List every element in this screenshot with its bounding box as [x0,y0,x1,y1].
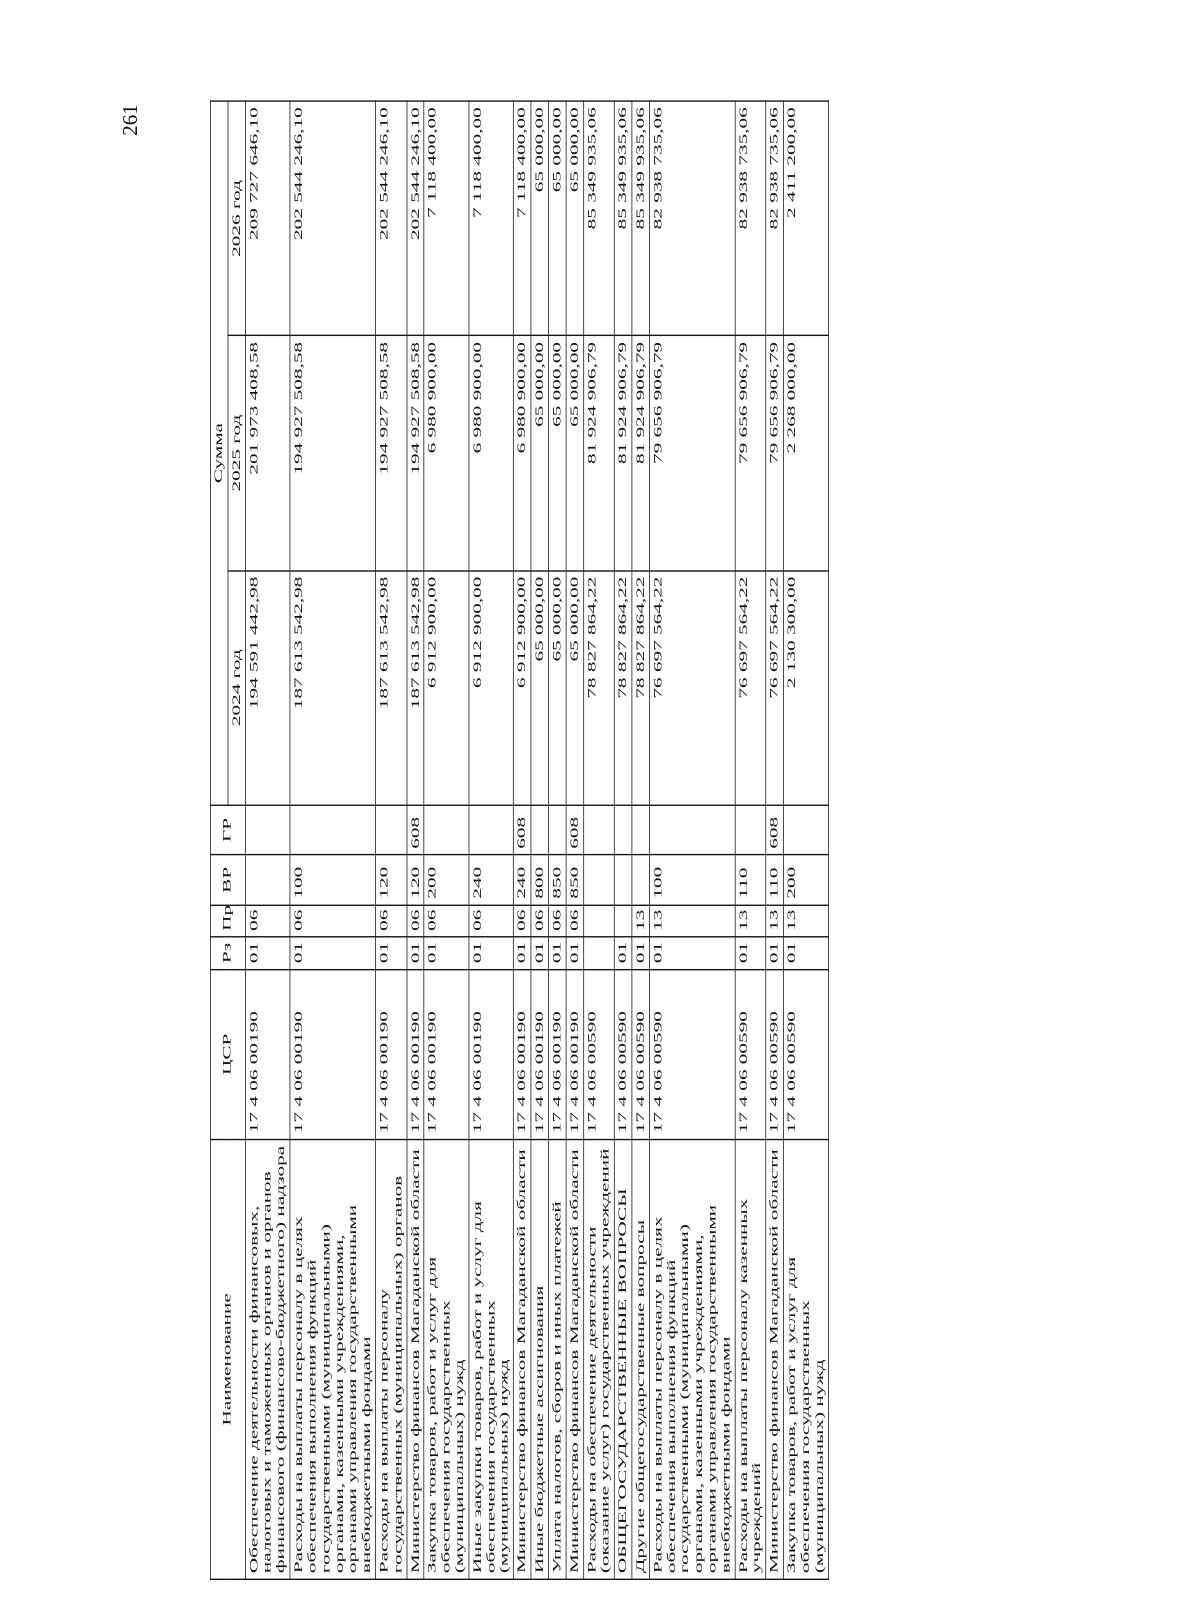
cell-rz: 01 [783,937,828,969]
cell-vr [245,855,290,905]
table-row [766,101,783,1579]
cell-sum-2024: 6 912 900,00 [424,570,469,805]
cell-rz: 01 [514,937,531,969]
cell-sum-2024: 76 697 564,22 [766,570,783,805]
table-row [566,101,583,1579]
cell-name: Расходы на выплаты персоналу в целях обеспечения выполнения функций государственными (муниципальными) органами, казенными учреждениями, органами управления государственными внебюджетными фондами [649,1139,735,1579]
cell-pr: 06 [245,905,290,937]
cell-pr: 13 [766,905,783,937]
cell-csr: 17 4 06 00190 [424,969,469,1139]
cell-csr: 17 4 06 00590 [735,969,766,1139]
cell-sum-2025: 65 000,00 [548,336,565,571]
cell-name: Министерство финансов Магаданской области [514,1139,531,1579]
cell-vr: 850 [548,855,565,905]
cell-csr: 17 4 06 00190 [290,969,376,1139]
cell-csr: 17 4 06 00190 [531,969,548,1139]
cell-csr: 17 4 06 00590 [583,969,614,1139]
cell-gr [783,805,828,855]
cell-sum-2024: 2 130 300,00 [783,570,828,805]
cell-vr: 800 [531,855,548,905]
cell-sum-2024: 78 827 864,22 [632,570,649,805]
cell-name: Министерство финансов Магаданской области [766,1139,783,1579]
cell-rz [583,937,614,969]
cell-vr: 850 [566,855,583,905]
cell-sum-2025: 79 656 906,79 [766,336,783,571]
cell-rz: 01 [649,937,735,969]
cell-sum-2024: 6 912 900,00 [469,570,514,805]
cell-sum-2024: 194 591 442,98 [245,570,290,805]
cell-rz: 01 [424,937,469,969]
cell-sum-2025: 194 927 508,58 [407,336,424,571]
cell-rz: 01 [614,937,631,969]
cell-vr [632,855,649,905]
cell-pr: 13 [632,905,649,937]
cell-rz: 01 [766,937,783,969]
cell-pr: 13 [649,905,735,937]
cell-sum-2025: 65 000,00 [566,336,583,571]
cell-pr: 13 [783,905,828,937]
cell-sum-2026: 209 727 646,10 [245,101,290,336]
header-csr: ЦСР [210,969,245,1139]
cell-pr: 06 [566,905,583,937]
rotated-table-container [210,100,883,1580]
cell-pr: 06 [469,905,514,937]
cell-sum-2026: 65 000,00 [531,101,548,336]
table-row [548,101,565,1579]
cell-gr: 608 [514,805,531,855]
cell-sum-2026: 202 544 246,10 [376,101,407,336]
cell-csr: 17 4 06 00590 [783,969,828,1139]
cell-csr: 17 4 06 00590 [766,969,783,1139]
cell-rz: 01 [632,937,649,969]
cell-vr: 110 [735,855,766,905]
cell-sum-2025: 6 980 900,00 [469,336,514,571]
cell-sum-2024: 6 912 900,00 [514,570,531,805]
table-row [424,101,469,1579]
cell-sum-2024: 65 000,00 [548,570,565,805]
header-year-2026: 2026 год [228,101,245,336]
cell-sum-2026: 82 938 735,06 [766,101,783,336]
cell-sum-2024: 65 000,00 [566,570,583,805]
cell-name: Расходы на выплаты персоналу казенных учреждений [735,1139,766,1579]
cell-csr: 17 4 06 00190 [548,969,565,1139]
header-name: Наименование [210,1139,245,1579]
cell-sum-2024: 65 000,00 [531,570,548,805]
cell-sum-2026: 7 118 400,00 [514,101,531,336]
table-row [649,101,735,1579]
cell-gr [632,805,649,855]
header-rz: Рз [210,937,245,969]
cell-name: Министерство финансов Магаданской области [566,1139,583,1579]
table-row [407,101,424,1579]
cell-sum-2025: 6 980 900,00 [514,336,531,571]
cell-pr: 06 [376,905,407,937]
cell-vr: 100 [290,855,376,905]
cell-sum-2026: 202 544 246,10 [407,101,424,336]
cell-gr [649,805,735,855]
cell-sum-2026: 85 349 935,06 [614,101,631,336]
cell-name: Обеспечение деятельности финансовых, налоговых и таможенных органов и органов финансового (финансово-бюджетного) надзора [245,1139,290,1579]
header-year-2024: 2024 год [228,570,245,805]
cell-sum-2025: 81 924 906,79 [583,336,614,571]
cell-vr: 120 [376,855,407,905]
cell-rz: 01 [376,937,407,969]
cell-sum-2025: 65 000,00 [531,336,548,571]
cell-vr: 200 [424,855,469,905]
cell-sum-2026: 2 411 200,00 [783,101,828,336]
page-number: 261 [117,104,142,136]
cell-pr: 06 [424,905,469,937]
cell-sum-2026: 65 000,00 [548,101,565,336]
cell-vr: 240 [514,855,531,905]
cell-sum-2025: 2 268 000,00 [783,336,828,571]
cell-sum-2024: 78 827 864,22 [614,570,631,805]
cell-vr [614,855,631,905]
table-header [210,101,245,1579]
table-row [514,101,531,1579]
cell-csr: 17 4 06 00190 [514,969,531,1139]
cell-sum-2024: 187 613 542,98 [407,570,424,805]
cell-gr [548,805,565,855]
header-gr: ГР [210,805,245,855]
table-row [531,101,548,1579]
cell-gr [469,805,514,855]
header-sum: Сумма [210,101,227,805]
table-row [614,101,631,1579]
cell-csr: 17 4 06 00190 [407,969,424,1139]
table-row [783,101,828,1579]
cell-sum-2026: 7 118 400,00 [469,101,514,336]
cell-vr: 110 [766,855,783,905]
cell-csr: 17 4 06 00190 [376,969,407,1139]
cell-gr [531,805,548,855]
cell-csr: 17 4 06 00590 [632,969,649,1139]
cell-pr: 06 [548,905,565,937]
cell-gr [583,805,614,855]
cell-vr: 240 [469,855,514,905]
cell-gr [424,805,469,855]
cell-name: Министерство финансов Магаданской области [407,1139,424,1579]
cell-gr [735,805,766,855]
cell-sum-2024: 187 613 542,98 [376,570,407,805]
cell-pr: 13 [735,905,766,937]
cell-name: Уплата налогов, сборов и иных платежей [548,1139,565,1579]
cell-sum-2024: 78 827 864,22 [583,570,614,805]
header-year-2025: 2025 год [228,336,245,571]
cell-sum-2025: 81 924 906,79 [614,336,631,571]
cell-pr [614,905,631,937]
cell-rz: 01 [290,937,376,969]
cell-sum-2026: 202 544 246,10 [290,101,376,336]
cell-vr: 200 [783,855,828,905]
cell-name: Расходы на выплаты персоналу государственных (муниципальных) органов [376,1139,407,1579]
budget-table [210,100,829,1580]
cell-name: Иные бюджетные ассигнования [531,1139,548,1579]
cell-sum-2026: 85 349 935,06 [632,101,649,336]
table-row [632,101,649,1579]
cell-gr: 608 [566,805,583,855]
cell-sum-2025: 79 656 906,79 [735,336,766,571]
cell-sum-2024: 76 697 564,22 [649,570,735,805]
cell-name: Другие общегосударственные вопросы [632,1139,649,1579]
cell-sum-2025: 201 973 408,58 [245,336,290,571]
table-row [583,101,614,1579]
cell-csr: 17 4 06 00190 [245,969,290,1139]
cell-pr: 06 [290,905,376,937]
cell-sum-2026: 82 938 735,06 [649,101,735,336]
cell-gr [245,805,290,855]
cell-sum-2025: 6 980 900,00 [424,336,469,571]
cell-csr: 17 4 06 00590 [649,969,735,1139]
cell-pr: 06 [407,905,424,937]
cell-gr [376,805,407,855]
table-row [735,101,766,1579]
cell-csr: 17 4 06 00190 [566,969,583,1139]
cell-pr [583,905,614,937]
cell-rz: 01 [566,937,583,969]
cell-gr: 608 [766,805,783,855]
table-row [290,101,376,1579]
table-row [245,101,290,1579]
cell-name: ОБЩЕГОСУДАРСТВЕННЫЕ ВОПРОСЫ [614,1139,631,1579]
cell-gr [614,805,631,855]
cell-pr: 06 [531,905,548,937]
cell-csr: 17 4 06 00590 [614,969,631,1139]
cell-rz: 01 [469,937,514,969]
cell-vr: 100 [649,855,735,905]
cell-vr: 120 [407,855,424,905]
cell-gr [290,805,376,855]
cell-sum-2026: 82 938 735,06 [735,101,766,336]
table-row [469,101,514,1579]
cell-pr: 06 [514,905,531,937]
cell-rz: 01 [407,937,424,969]
cell-rz: 01 [531,937,548,969]
cell-sum-2025: 194 927 508,58 [290,336,376,571]
cell-name: Расходы на выплаты персоналу в целях обеспечения выполнения функций государственными (муниципальными) органами, казенными учреждениями, органами управления государственными внебюджетными фондами [290,1139,376,1579]
cell-name: Иные закупки товаров, работ и услуг для обеспечения государственных (муниципальных) нужд [469,1139,514,1579]
header-vr: ВР [210,855,245,905]
cell-name: Закупка товаров, работ и услуг для обеспечения государственных (муниципальных) нужд [783,1139,828,1579]
cell-sum-2025: 194 927 508,58 [376,336,407,571]
header-pr: Пр [210,905,245,937]
cell-sum-2024: 76 697 564,22 [735,570,766,805]
cell-sum-2025: 79 656 906,79 [649,336,735,571]
cell-sum-2026: 65 000,00 [566,101,583,336]
cell-sum-2025: 81 924 906,79 [632,336,649,571]
cell-sum-2024: 187 613 542,98 [290,570,376,805]
cell-rz: 01 [245,937,290,969]
cell-csr: 17 4 06 00190 [469,969,514,1139]
cell-vr [583,855,614,905]
cell-name: Закупка товаров, работ и услуг для обеспечения государственных (муниципальных) нужд [424,1139,469,1579]
cell-sum-2026: 7 118 400,00 [424,101,469,336]
cell-rz: 01 [735,937,766,969]
cell-sum-2026: 85 349 935,06 [583,101,614,336]
cell-rz: 01 [548,937,565,969]
cell-gr: 608 [407,805,424,855]
table-row [376,101,407,1579]
table-body [245,101,828,1579]
cell-name: Расходы на обеспечение деятельности (оказание услуг) государственных учреждений [583,1139,614,1579]
